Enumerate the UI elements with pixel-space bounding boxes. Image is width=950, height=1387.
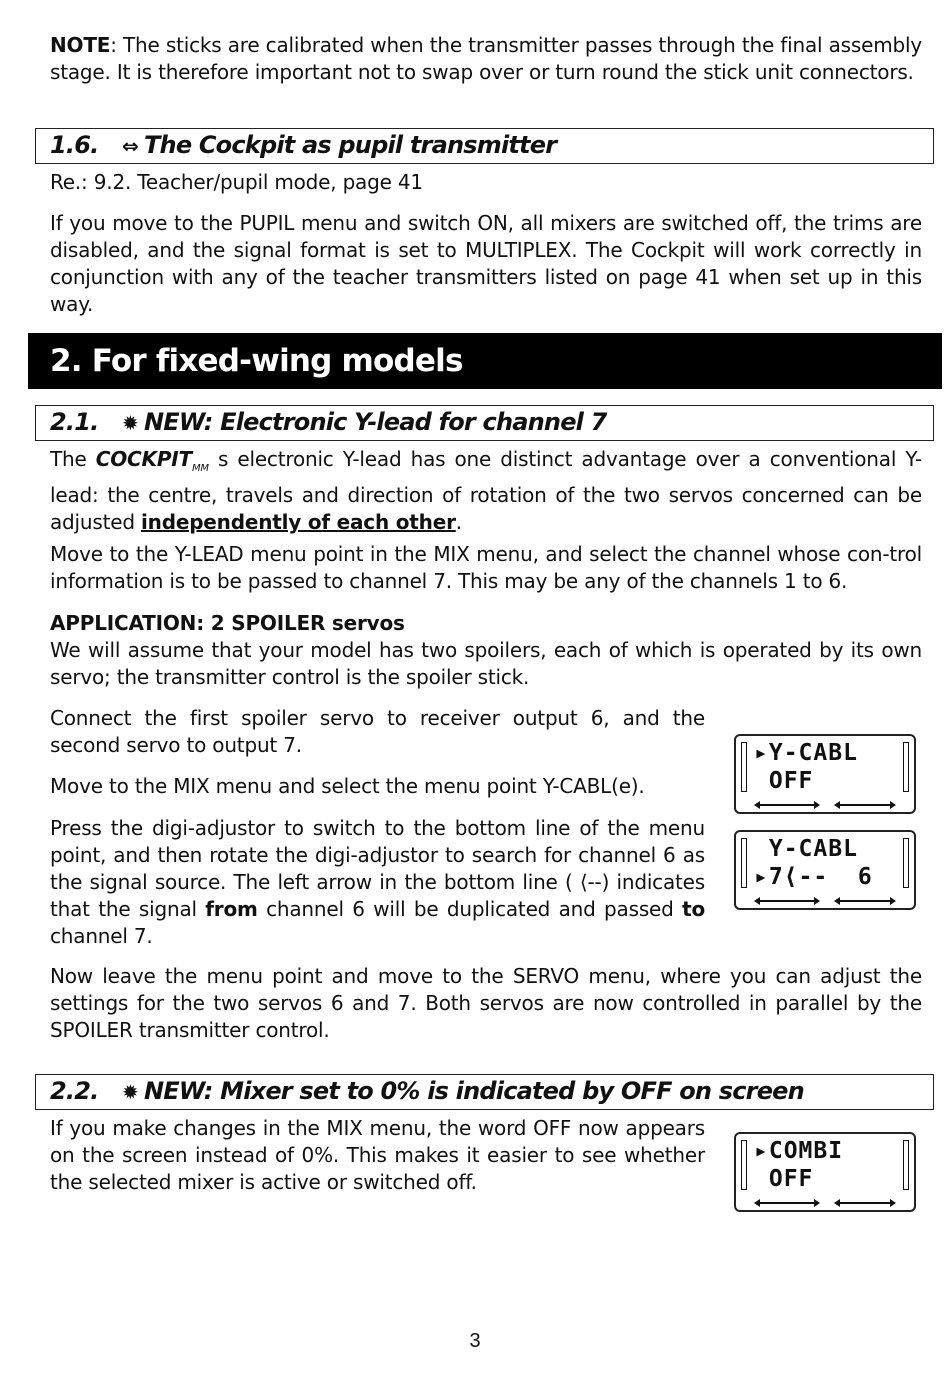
chapter-title: 2. For fixed-wing models [50,343,463,379]
section-heading-2-1 [35,405,934,441]
section-number: 1.6. [50,131,99,159]
section-heading-1-6 [35,128,934,164]
mixer-off-paragraph: If you make changes in the MIX menu, the word OFF now appears on the screen instead of 0%. This makes it easier to see whether the selected mixer is active or switched off. [50,1116,705,1194]
left-arrow-symbol: ⟨-- [579,870,602,894]
application-heading: APPLICATION: 2 SPOILER servos [50,611,405,635]
body-text: channel 6 will be duplicated and passed [257,897,683,921]
section-number: 2.2. [50,1077,99,1105]
pupil-paragraph: If you move to the PUPIL menu and switch ON, all mixers are switched off, the trims are disabled, and the signal format is set to MULTIPLEX. The Cockpit will work correctly in conjunction with any of the teacher transmitters listed on page 41 when set up in this way. [50,211,922,316]
note-paragraph [50,32,922,86]
body-text: ) indicates that the signal [50,870,705,921]
starburst-icon: ✹ [122,1080,138,1104]
note-text: : The sticks are calibrated when the transmitter passes through the final assembly stage. It is therefore important not to swap over or turn round the stick unit connectors. [50,33,922,84]
lcd-trim-right [836,900,894,902]
note-label: NOTE [50,33,111,57]
intro-text: . [455,510,462,534]
lcd-level-bar-left [741,742,747,792]
lcd-trim-indicators [750,894,900,904]
double-arrow-icon: ⇔ [122,134,138,158]
body-text: channel 7. [50,924,153,948]
lcd-trim-right [836,804,894,806]
lcd-screen-ycabl-off [734,734,916,814]
section-number: 2.1. [50,408,99,436]
lcd-level-bar-right [903,1140,909,1190]
body-text: Press the digi-adjustor to switch to the bottom line of the menu point, and then rotate the digi-adjustor to search for channel 6 as the signal source. The left arrow in the bottom line ( [50,816,705,894]
section-reference: Re.: 9.2. Teacher/pupil mode, page 41 [50,170,423,194]
lcd-trim-left [756,1202,818,1204]
section-title [122,406,607,440]
lcd-level-bar-right [903,838,909,888]
brand-subscript: MM [191,463,209,474]
lcd-line-2: OFF [754,768,814,794]
lcd-level-bar-left [741,1140,747,1190]
servo-menu-paragraph: Now leave the menu point and move to the SERVO menu, where you can adjust the settings for the two servos 6 and 7. Both servos are now controlled in parallel by the SPOILER transmitter control. [50,964,922,1042]
emphasis-from: from [205,897,258,921]
page-number: 3 [469,1330,481,1352]
lcd-screen-combi-off [734,1132,916,1212]
emphasis-to: to [682,897,705,921]
lcd-trim-left [756,900,818,902]
lcd-line-2: OFF [754,1166,814,1192]
lcd-line-1: Y-CABL [754,836,858,862]
section-title-text: NEW: Electronic Y-lead for channel 7 [143,408,607,436]
section-title [122,1075,804,1109]
intro-text: s electronic Y-lead has one distinct advantage over a conventional Y-lead: the centre, travels and direction of rotation of the two servos concerned can be adjusted [50,447,922,534]
digi-adjustor-paragraph [50,815,705,950]
lcd-trim-right [836,1202,894,1204]
application-paragraph: We will assume that your model has two spoilers, each of which is operated by its own servo; the transmitter control is the spoiler stick. [50,638,922,689]
lcd-level-bar-right [903,742,909,792]
select-menu-paragraph: Move to the MIX menu and select the menu point Y-CABL(e). [50,774,645,798]
lcd-level-bar-left [741,838,747,888]
brand-name: COCKPIT [95,447,192,471]
intro-text: The [50,447,96,471]
starburst-icon: ✹ [122,411,138,435]
section-title [122,129,556,163]
ylead-intro-paragraph [50,446,922,536]
lcd-line-1: ▸Y-CABL [754,740,858,766]
lcd-trim-indicators [750,1196,900,1206]
connect-servo-paragraph: Connect the first spoiler servo to receiver output 6, and the second servo to output 7. [50,706,705,757]
lcd-screen-ycabl-channel [734,830,916,910]
section-title-text: The Cockpit as pupil transmitter [143,131,557,159]
lcd-trim-indicators [750,798,900,808]
chapter-heading [28,333,942,389]
emphasis-text: independently of each other [141,510,456,534]
lcd-trim-left [756,804,818,806]
section-heading-2-2 [35,1074,934,1110]
ylead-menu-paragraph: Move to the Y-LEAD menu point in the MIX menu, and select the channel whose con-trol information is to be passed to channel 7. This may be any of the channels 1 to 6. [50,542,922,593]
lcd-line-1: ▸COMBI [754,1138,844,1164]
section-title-text: NEW: Mixer set to 0% is indicated by OFF on screen [143,1077,804,1105]
lcd-line-2: ▸7⟨-- 6 [754,864,873,890]
